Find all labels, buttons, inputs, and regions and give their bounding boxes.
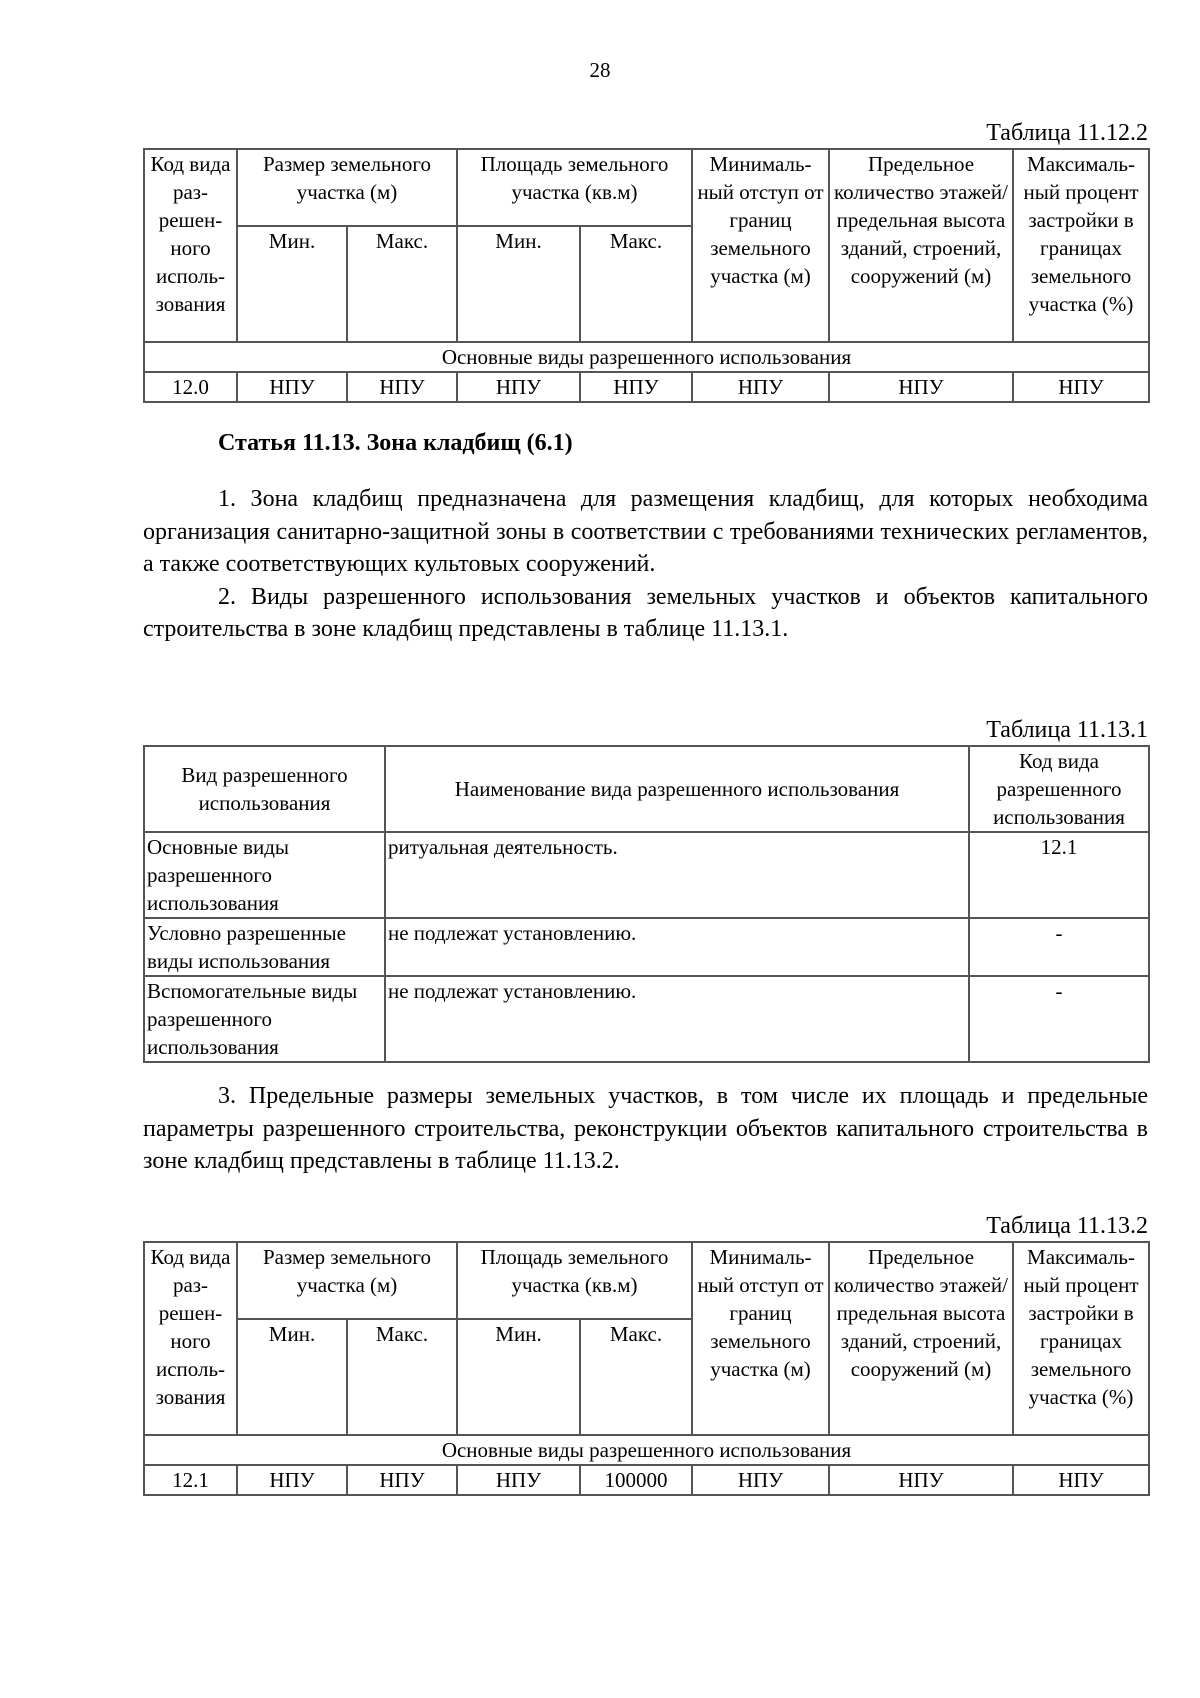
header-size: Размер земельного участка (м): [237, 149, 457, 226]
table-caption: Таблица 11.13.2: [986, 1213, 1148, 1239]
section-row: Основные виды разрешенного использования: [144, 1435, 1149, 1465]
row-name: не подлежат установлению.: [385, 976, 969, 1062]
cell-size-min: НПУ: [237, 372, 347, 402]
row-type: Основные виды разрешенного использования: [144, 832, 385, 918]
cell-floors: НПУ: [829, 1465, 1013, 1495]
row-name: не подлежат установлению.: [385, 918, 969, 976]
header-setback: Минималь-ный отступ от границ земельного участка (м): [692, 149, 829, 342]
row-code: 12.1: [969, 832, 1149, 918]
row-code: -: [969, 976, 1149, 1062]
article-heading: Статья 11.13. Зона кладбищ (6.1): [218, 430, 573, 456]
cell-size-max: НПУ: [347, 1465, 457, 1495]
paragraph-3: 3. Предельные размеры земельных участков, в том числе их площадь и предельные параметры разрешенного строительства, реконструкции объектов капитального строительства в зоне кладбищ представлены в таблице 11.13.2.: [143, 1083, 1148, 1174]
cell-code: 12.0: [144, 372, 237, 402]
row-name: ритуальная деятельность.: [385, 832, 969, 918]
row-type: Вспомогательные виды разрешенного использования: [144, 976, 385, 1062]
paragraph-1: 1. Зона кладбищ предназначена для размещения кладбищ, для которых необходима организация санитарно-защитной зоны в соответствии с требованиями технических регламентов, а также соответствующих культовых сооружений.: [143, 486, 1148, 577]
header-floors: Предельное количество этажей/ предельная высота зданий, строений, сооружений (м): [829, 1242, 1013, 1435]
cell-area-min: НПУ: [457, 1465, 580, 1495]
paragraph-3-block: [143, 1080, 1148, 1178]
cell-area-min: НПУ: [457, 372, 580, 402]
row-type: Условно разрешенные виды использования: [144, 918, 385, 976]
cell-setback: НПУ: [692, 372, 829, 402]
cell-area-max: 100000: [580, 1465, 692, 1495]
section-row: Основные виды разрешенного использования: [144, 342, 1149, 372]
header-use-code: Код вида разрешенного использования: [969, 746, 1149, 832]
header-area: Площадь земельного участка (кв.м): [457, 1242, 692, 1319]
header-area-min: Мин.: [457, 226, 580, 342]
header-size-max: Макс.: [347, 226, 457, 342]
header-area: Площадь земельного участка (кв.м): [457, 149, 692, 226]
header-area-min: Мин.: [457, 1319, 580, 1435]
header-area-max: Макс.: [580, 1319, 692, 1435]
cell-setback: НПУ: [692, 1465, 829, 1495]
cell-code: 12.1: [144, 1465, 237, 1495]
page-number: 28: [589, 58, 611, 82]
limits-table-11-12-2: [143, 148, 1150, 403]
header-size-min: Мин.: [237, 226, 347, 342]
limits-table-11-13-2: [143, 1241, 1150, 1496]
header-size-min: Мин.: [237, 1319, 347, 1435]
row-code: -: [969, 918, 1149, 976]
header-floors: Предельное количество этажей/ предельная высота зданий, строений, сооружений (м): [829, 149, 1013, 342]
cell-coverage: НПУ: [1013, 1465, 1149, 1495]
cell-size-max: НПУ: [347, 372, 457, 402]
header-size-max: Макс.: [347, 1319, 457, 1435]
header-setback: Минималь-ный отступ от границ земельного участка (м): [692, 1242, 829, 1435]
cell-area-max: НПУ: [580, 372, 692, 402]
header-size: Размер земельного участка (м): [237, 1242, 457, 1319]
header-coverage: Максималь-ный процент застройки в границах земельного участка (%): [1013, 1242, 1149, 1435]
header-code: Код вида раз-решен-ного исполь-зования: [144, 1242, 237, 1435]
use-types-table-11-13-1: [143, 745, 1150, 1063]
table-caption: Таблица 11.13.1: [986, 717, 1148, 743]
header-code: Код вида раз-решен-ного исполь-зования: [144, 149, 237, 342]
cell-floors: НПУ: [829, 372, 1013, 402]
paragraph-2: 2. Виды разрешенного использования земельных участков и объектов капитального строительства в зоне кладбищ представлены в таблице 11.13.1.: [143, 583, 1148, 642]
cell-size-min: НПУ: [237, 1465, 347, 1495]
header-use-name: Наименование вида разрешенного использования: [385, 746, 969, 832]
cell-coverage: НПУ: [1013, 372, 1149, 402]
header-use-type: Вид разрешенного использования: [144, 746, 385, 832]
header-coverage: Максималь-ный процент застройки в границах земельного участка (%): [1013, 149, 1149, 342]
table-caption: Таблица 11.12.2: [986, 120, 1148, 146]
header-area-max: Макс.: [580, 226, 692, 342]
article-text: [143, 483, 1148, 646]
